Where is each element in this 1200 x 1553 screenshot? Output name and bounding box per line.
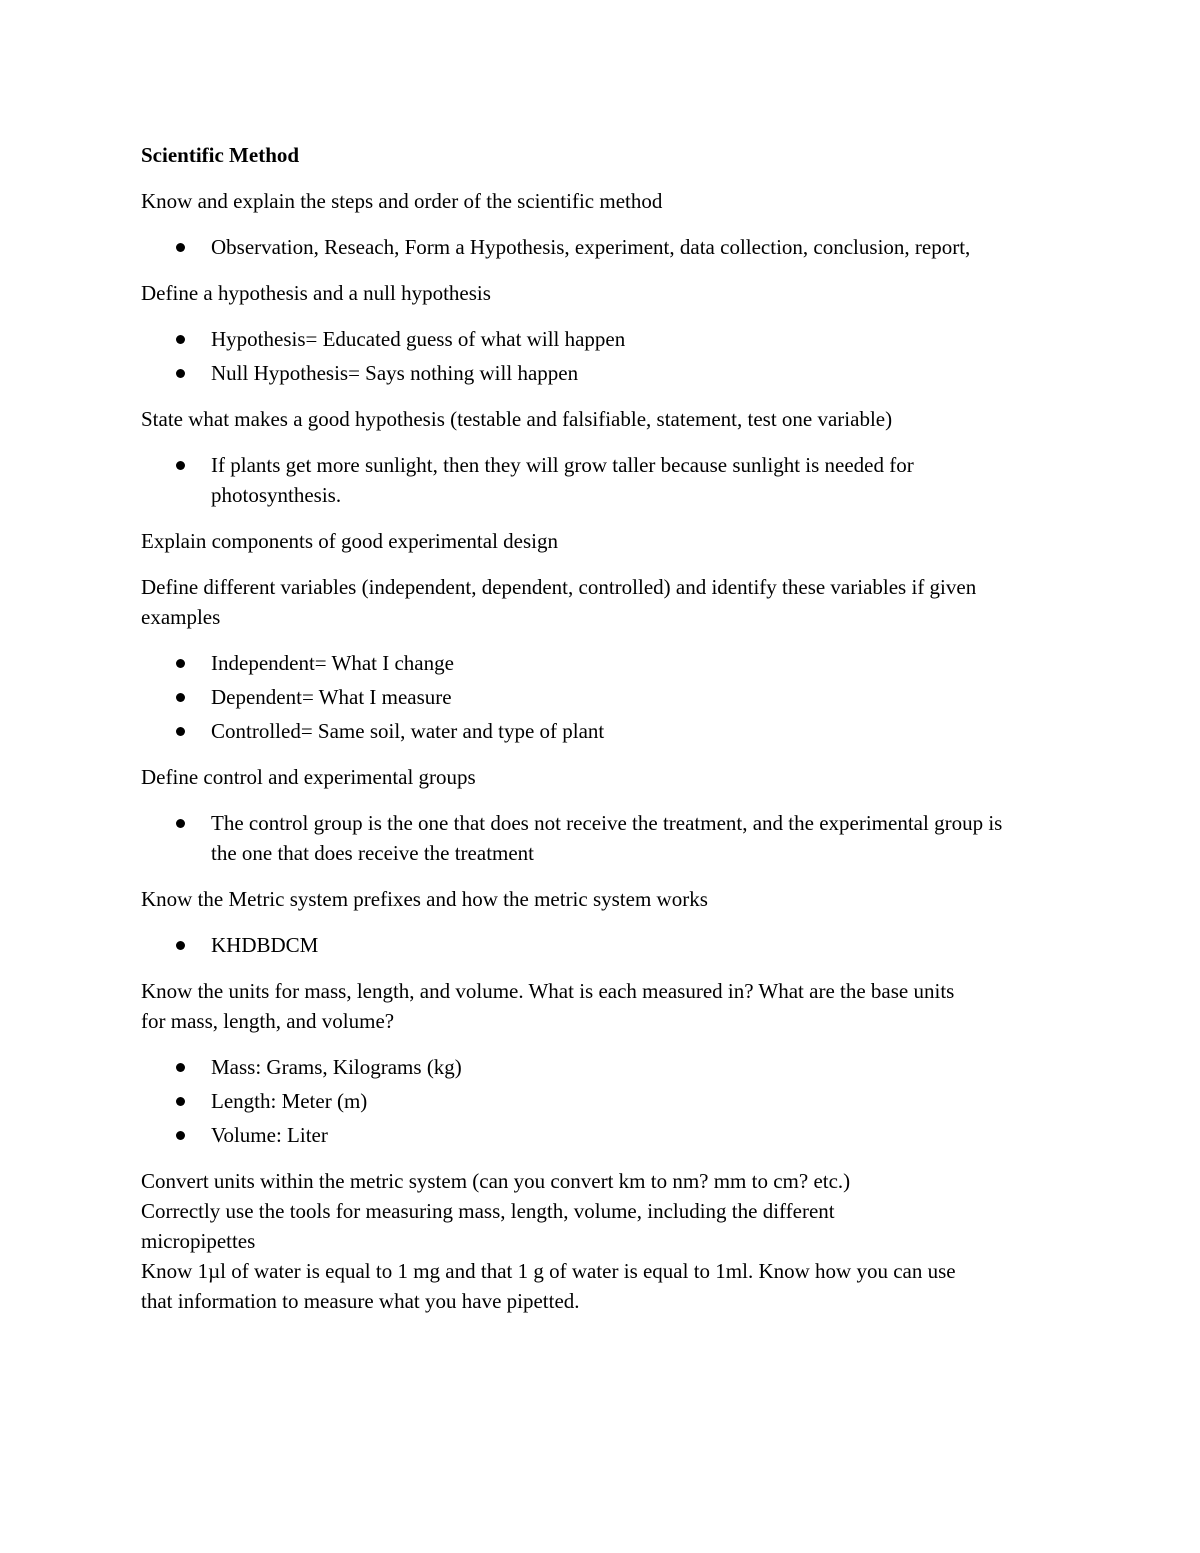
list-item-text: Independent= What I change [211, 651, 454, 675]
list-item [141, 450, 1011, 510]
closing-line: Convert units within the metric system (can you convert km to nm? mm to cm? etc.) [141, 1169, 851, 1193]
bullet-icon [176, 461, 185, 470]
closing-line: Correctly use the tools for measuring mass, length, volume, including the different micropipettes [141, 1199, 835, 1253]
list-item-text: Volume: Liter [211, 1123, 328, 1147]
bullet-list [141, 324, 1031, 388]
list-item [141, 682, 1031, 712]
list-item [141, 808, 1031, 868]
closing-block [141, 1166, 991, 1316]
section-prompt: Explain components of good experimental design [141, 529, 558, 553]
list-item [141, 1052, 1031, 1082]
bullet-icon [176, 1131, 185, 1140]
section-prompt: State what makes a good hypothesis (testable and falsifiable, statement, test one variable) [141, 407, 893, 431]
list-item [141, 930, 1031, 960]
section-prompt: Know the units for mass, length, and volume. What is each measured in? What are the base units for mass, length, and volume? [141, 979, 955, 1033]
list-item [141, 716, 1031, 746]
section-prompt: Define a hypothesis and a null hypothesis [141, 281, 491, 305]
document-body [141, 140, 1031, 1316]
bullet-icon [176, 1097, 185, 1106]
list-item-text: KHDBDCM [211, 933, 319, 957]
list-item-text: If plants get more sunlight, then they will grow taller because sunlight is needed for photosynthesis. [211, 453, 914, 507]
section-prompt: Define control and experimental groups [141, 765, 476, 789]
list-item [141, 358, 1031, 388]
section-prompt: Define different variables (independent, dependent, controlled) and identify these variables if given examples [141, 575, 977, 629]
bullet-list [141, 648, 1031, 746]
list-item-text: Null Hypothesis= Says nothing will happen [211, 361, 579, 385]
closing-line: Know 1µl of water is equal to 1 mg and that 1 g of water is equal to 1ml. Know how you can use that information to measure what you have pipetted. [141, 1259, 956, 1313]
section-prompt: Know the Metric system prefixes and how the metric system works [141, 887, 708, 911]
bullet-icon [176, 819, 185, 828]
bullet-icon [176, 243, 185, 252]
bullet-icon [176, 727, 185, 736]
list-item [141, 1120, 1031, 1150]
list-item-text: Dependent= What I measure [211, 685, 452, 709]
list-item [141, 648, 1031, 678]
bullet-icon [176, 369, 185, 378]
list-item-text: Controlled= Same soil, water and type of plant [211, 719, 605, 743]
bullet-icon [176, 659, 185, 668]
bullet-icon [176, 941, 185, 950]
list-item [141, 232, 1011, 262]
bullet-list [141, 930, 1031, 960]
bullet-list [141, 232, 1031, 262]
section-prompt: Know and explain the steps and order of the scientific method [141, 189, 663, 213]
bullet-list [141, 808, 1031, 868]
list-item-text: Length: Meter (m) [211, 1089, 368, 1113]
bullet-icon [176, 335, 185, 344]
list-item-text: The control group is the one that does not receive the treatment, and the experimental group is the one that does receive the treatment [211, 811, 1003, 865]
page-title: Scientific Method [141, 143, 300, 167]
list-item-text: Hypothesis= Educated guess of what will happen [211, 327, 626, 351]
list-item-text: Mass: Grams, Kilograms (kg) [211, 1055, 462, 1079]
list-item [141, 324, 1031, 354]
bullet-icon [176, 1063, 185, 1072]
bullet-list [141, 450, 1031, 510]
bullet-list [141, 1052, 1031, 1150]
list-item [141, 1086, 1031, 1116]
list-item-text: Observation, Reseach, Form a Hypothesis, experiment, data collection, conclusion, report, [211, 235, 971, 259]
bullet-icon [176, 693, 185, 702]
